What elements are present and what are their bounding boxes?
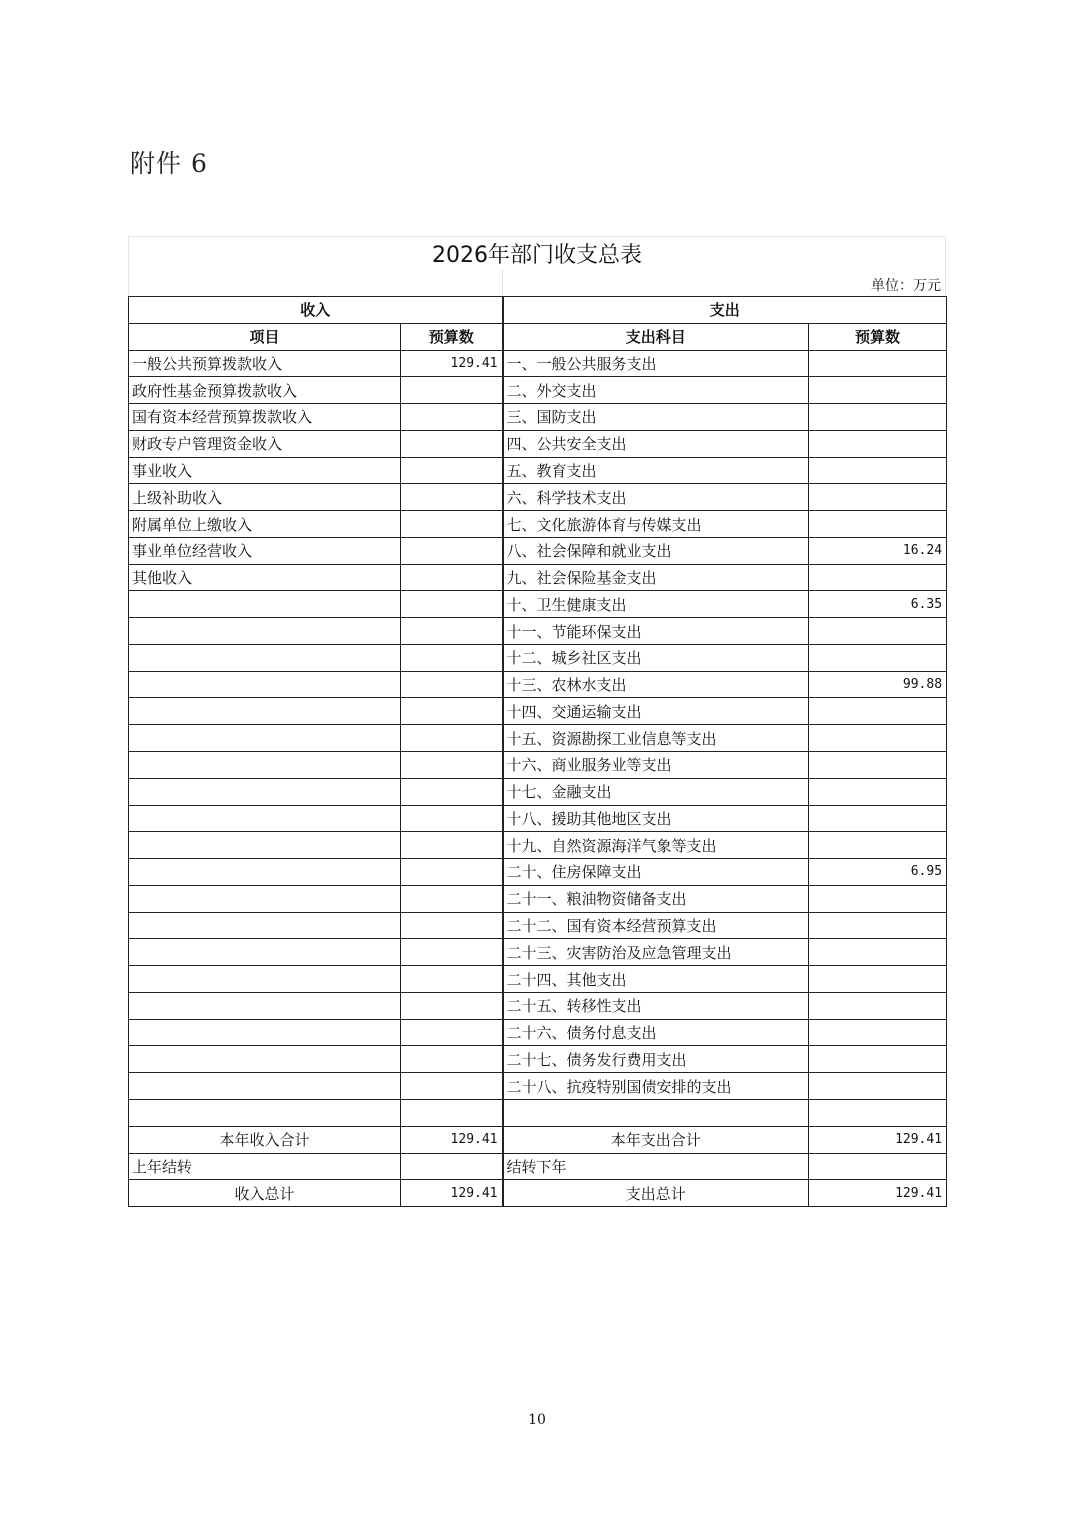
- column-header-row: [129, 323, 947, 350]
- table-row: [129, 350, 947, 377]
- expense-amount-cell: [809, 832, 947, 859]
- income-amount-cell: [401, 912, 503, 939]
- expense-item-cell: 二十七、债务发行费用支出: [503, 1046, 809, 1073]
- income-total-amount: 129.41: [401, 1180, 503, 1207]
- income-total-amount: 129.41: [401, 1126, 503, 1153]
- income-amount-cell: [401, 992, 503, 1019]
- table-row: [129, 859, 947, 886]
- income-amount-cell: [401, 725, 503, 752]
- table-row: [129, 618, 947, 645]
- expense-total-label: 本年支出合计: [503, 1126, 809, 1153]
- income-item-cell: 附属单位上缴收入: [129, 511, 401, 538]
- income-item-cell: 其他收入: [129, 564, 401, 591]
- income-item-cell: [129, 912, 401, 939]
- expense-item-cell: 十一、节能环保支出: [503, 618, 809, 645]
- expense-amount-cell: 16.24: [809, 537, 947, 564]
- income-item-cell: [129, 992, 401, 1019]
- income-item-cell: [129, 859, 401, 886]
- expense-amount-cell: 99.88: [809, 671, 947, 698]
- income-amount-header: 预算数: [401, 323, 503, 350]
- expense-amount-cell: [809, 618, 947, 645]
- expense-item-cell: 十七、金融支出: [503, 778, 809, 805]
- attachment-label: 附件 6: [130, 149, 208, 178]
- table-row: [129, 537, 947, 564]
- budget-summary-sheet: [128, 236, 946, 1207]
- section-header-row: [129, 297, 947, 324]
- table-row: [129, 725, 947, 752]
- income-item-cell: 财政专户管理资金收入: [129, 430, 401, 457]
- income-amount-cell: [401, 484, 503, 511]
- expense-item-cell: 八、社会保障和就业支出: [503, 537, 809, 564]
- income-item-cell: [129, 752, 401, 779]
- income-amount-cell: 129.41: [401, 350, 503, 377]
- income-item-cell: [129, 778, 401, 805]
- table-row: [129, 698, 947, 725]
- expense-amount-cell: [809, 377, 947, 404]
- expense-amount-cell: [809, 752, 947, 779]
- income-total-label: 收入总计: [129, 1180, 401, 1207]
- expense-amount-cell: 6.95: [809, 859, 947, 886]
- expense-amount-cell: [809, 1073, 947, 1100]
- income-item-cell: [129, 644, 401, 671]
- expense-amount-cell: [809, 966, 947, 993]
- budget-table: [128, 296, 947, 1207]
- income-item-cell: [129, 832, 401, 859]
- expense-item-cell: 十二、城乡社区支出: [503, 644, 809, 671]
- expense-amount-cell: [809, 511, 947, 538]
- income-amount-cell: [401, 564, 503, 591]
- income-item-cell: [129, 698, 401, 725]
- table-row: [129, 511, 947, 538]
- expense-amount-cell: [809, 430, 947, 457]
- income-amount-cell: [401, 457, 503, 484]
- income-amount-cell: [401, 671, 503, 698]
- expense-item-cell: 二十二、国有资本经营预算支出: [503, 912, 809, 939]
- income-item-cell: [129, 885, 401, 912]
- income-amount-cell: [401, 430, 503, 457]
- income-amount-cell: [401, 832, 503, 859]
- table-row: [129, 1019, 947, 1046]
- table-row: [129, 644, 947, 671]
- expense-amount-cell: [809, 564, 947, 591]
- expense-item-cell: 十八、援助其他地区支出: [503, 805, 809, 832]
- table-row: [129, 992, 947, 1019]
- table-title: 2026年部门收支总表: [128, 236, 946, 270]
- expense-section-header: 支出: [503, 297, 947, 324]
- income-item-cell: 事业收入: [129, 457, 401, 484]
- expense-amount-cell: [809, 805, 947, 832]
- table-row: [129, 832, 947, 859]
- expense-total-amount: 129.41: [809, 1126, 947, 1153]
- income-amount-cell: [401, 511, 503, 538]
- income-item-cell: [129, 1099, 401, 1126]
- expense-item-cell: 十、卫生健康支出: [503, 591, 809, 618]
- unit-label: 单位：万元: [871, 278, 941, 294]
- expense-item-cell: 二、外交支出: [503, 377, 809, 404]
- expense-amount-cell: [809, 1099, 947, 1126]
- table-row: [129, 966, 947, 993]
- expense-item-cell: 四、公共安全支出: [503, 430, 809, 457]
- table-row: [129, 671, 947, 698]
- expense-item-cell: 十九、自然资源海洋气象等支出: [503, 832, 809, 859]
- expense-amount-cell: [809, 350, 947, 377]
- expense-item-cell: 十四、交通运输支出: [503, 698, 809, 725]
- page-number: 10: [528, 1412, 546, 1428]
- income-section-header: 收入: [129, 297, 503, 324]
- income-total-label: 上年结转: [129, 1153, 401, 1180]
- table-row: [129, 912, 947, 939]
- expense-item-cell: 三、国防支出: [503, 404, 809, 431]
- income-amount-cell: [401, 966, 503, 993]
- expense-item-cell: 二十八、抗疫特别国债安排的支出: [503, 1073, 809, 1100]
- table-row: [129, 1046, 947, 1073]
- expense-item-cell: 五、教育支出: [503, 457, 809, 484]
- table-row: [129, 1073, 947, 1100]
- expense-amount-cell: [809, 939, 947, 966]
- expense-amount-cell: [809, 484, 947, 511]
- income-item-cell: [129, 671, 401, 698]
- income-item-cell: 事业单位经营收入: [129, 537, 401, 564]
- expense-item-cell: 二十六、债务付息支出: [503, 1019, 809, 1046]
- expense-item-cell: 九、社会保险基金支出: [503, 564, 809, 591]
- table-row: [129, 885, 947, 912]
- expense-item-cell: 二十四、其他支出: [503, 966, 809, 993]
- table-row: [129, 430, 947, 457]
- expense-amount-cell: [809, 885, 947, 912]
- income-amount-cell: [401, 618, 503, 645]
- table-row: [129, 752, 947, 779]
- expense-total-label: 支出总计: [503, 1180, 809, 1207]
- expense-item-cell: 十三、农林水支出: [503, 671, 809, 698]
- expense-item-cell: 六、科学技术支出: [503, 484, 809, 511]
- income-item-cell: 政府性基金预算拨款收入: [129, 377, 401, 404]
- income-amount-cell: [401, 698, 503, 725]
- income-item-cell: [129, 1046, 401, 1073]
- income-total-label: 本年收入合计: [129, 1126, 401, 1153]
- income-amount-cell: [401, 752, 503, 779]
- table-row: [129, 404, 947, 431]
- expense-amount-cell: [809, 992, 947, 1019]
- table-row: [129, 591, 947, 618]
- table-row: [129, 564, 947, 591]
- table-row: [129, 377, 947, 404]
- expense-amount-cell: [809, 912, 947, 939]
- income-amount-cell: [401, 939, 503, 966]
- expense-amount-cell: [809, 698, 947, 725]
- expense-amount-header: 预算数: [809, 323, 947, 350]
- income-item-cell: [129, 966, 401, 993]
- income-amount-cell: [401, 1099, 503, 1126]
- income-amount-cell: [401, 537, 503, 564]
- income-amount-cell: [401, 404, 503, 431]
- income-item-cell: [129, 1019, 401, 1046]
- expense-item-cell: 二十三、灾害防治及应急管理支出: [503, 939, 809, 966]
- expense-total-amount: [809, 1153, 947, 1180]
- income-amount-cell: [401, 591, 503, 618]
- table-body: [129, 350, 947, 1207]
- table-row: [129, 939, 947, 966]
- expense-amount-cell: [809, 778, 947, 805]
- income-amount-cell: [401, 644, 503, 671]
- expense-total-amount: 129.41: [809, 1180, 947, 1207]
- expense-item-cell: 二十、住房保障支出: [503, 859, 809, 886]
- expense-amount-cell: [809, 644, 947, 671]
- table-row: [129, 805, 947, 832]
- unit-row: [128, 270, 946, 296]
- expense-item-cell: 十六、商业服务业等支出: [503, 752, 809, 779]
- income-item-cell: 国有资本经营预算拨款收入: [129, 404, 401, 431]
- income-item-cell: [129, 591, 401, 618]
- table-row: [129, 1099, 947, 1126]
- income-total-amount: [401, 1153, 503, 1180]
- income-amount-cell: [401, 859, 503, 886]
- income-item-cell: [129, 725, 401, 752]
- unit-row-divider: [502, 270, 503, 296]
- income-item-cell: 一般公共预算拨款收入: [129, 350, 401, 377]
- total-row: [129, 1153, 947, 1180]
- expense-item-cell: 十五、资源勘探工业信息等支出: [503, 725, 809, 752]
- income-item-cell: [129, 618, 401, 645]
- expense-total-label: 结转下年: [503, 1153, 809, 1180]
- total-row: [129, 1180, 947, 1207]
- total-row: [129, 1126, 947, 1153]
- table-row: [129, 778, 947, 805]
- income-item-cell: [129, 1073, 401, 1100]
- income-item-header: 项目: [129, 323, 401, 350]
- income-amount-cell: [401, 1073, 503, 1100]
- income-amount-cell: [401, 1046, 503, 1073]
- expense-amount-cell: [809, 1046, 947, 1073]
- expense-item-header: 支出科目: [503, 323, 809, 350]
- expense-amount-cell: [809, 404, 947, 431]
- expense-amount-cell: [809, 725, 947, 752]
- income-item-cell: [129, 939, 401, 966]
- expense-amount-cell: [809, 1019, 947, 1046]
- income-item-cell: 上级补助收入: [129, 484, 401, 511]
- income-amount-cell: [401, 778, 503, 805]
- expense-item-cell: 一、一般公共服务支出: [503, 350, 809, 377]
- table-row: [129, 457, 947, 484]
- expense-item-cell: [503, 1099, 809, 1126]
- income-amount-cell: [401, 377, 503, 404]
- income-amount-cell: [401, 805, 503, 832]
- expense-item-cell: 二十一、粮油物资储备支出: [503, 885, 809, 912]
- expense-item-cell: 七、文化旅游体育与传媒支出: [503, 511, 809, 538]
- income-item-cell: [129, 805, 401, 832]
- table-row: [129, 484, 947, 511]
- expense-amount-cell: 6.35: [809, 591, 947, 618]
- expense-amount-cell: [809, 457, 947, 484]
- income-amount-cell: [401, 885, 503, 912]
- income-amount-cell: [401, 1019, 503, 1046]
- expense-item-cell: 二十五、转移性支出: [503, 992, 809, 1019]
